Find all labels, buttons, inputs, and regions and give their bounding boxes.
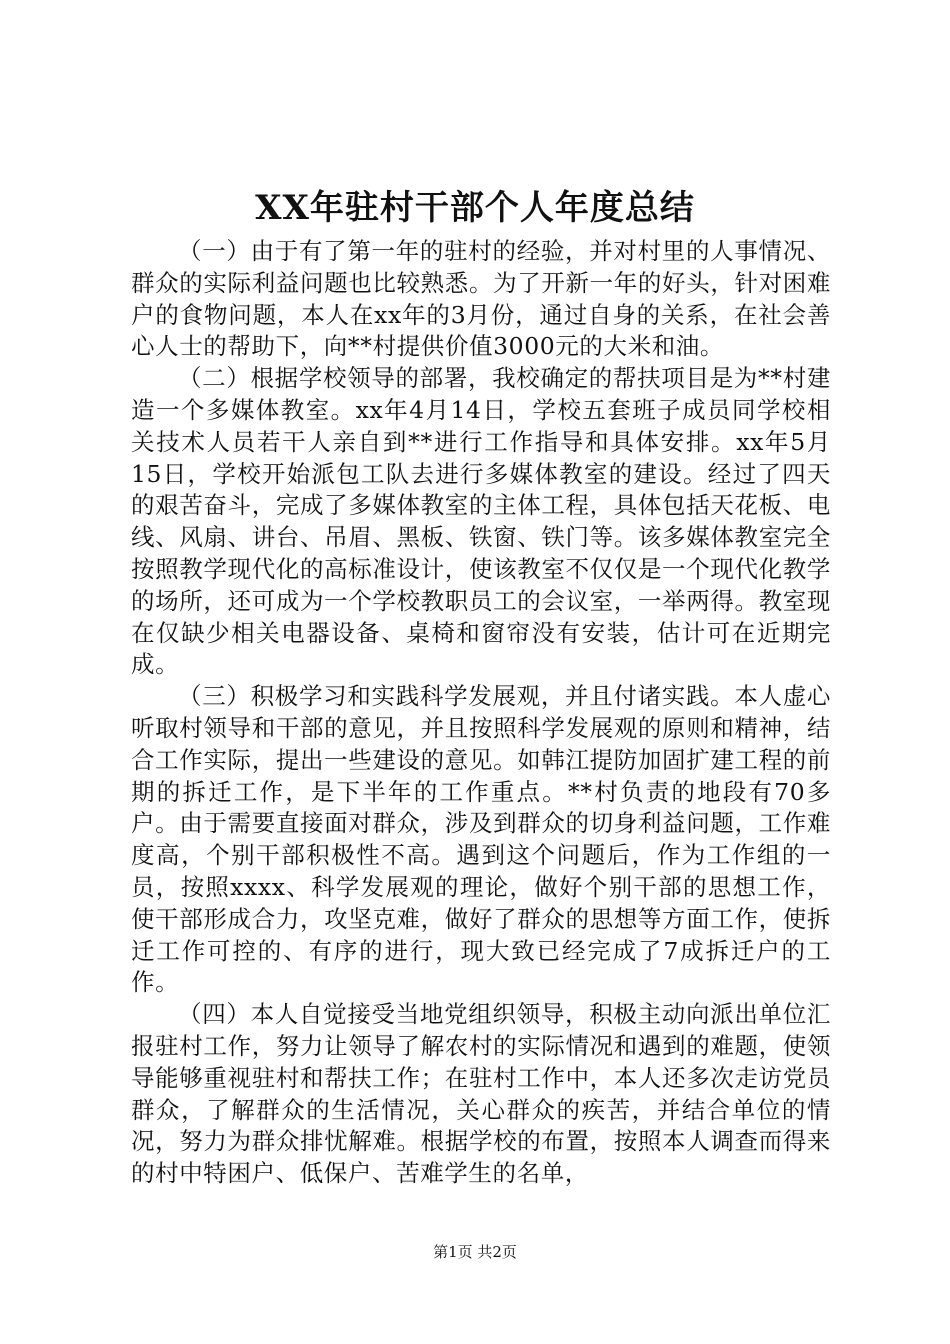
paragraph-1: （一）由于有了第一年的驻村的经验，并对村里的人事情况、群众的实际利益问题也比较熟悉。为了开新一年的好头，针对困难户的食物问题，本人在xx年的3月份，通过自身的关系，在社会善心人士的帮助下，向**村提供价值3000元的大米和油。 [131,237,831,361]
paragraph-3: （三）积极学习和实践科学发展观，并且付诸实践。本人虚心听取村领导和干部的意见，并且按照科学发展观的原则和精神，结合工作实际，提出一些建设的意见。如韩江提防加固扩建工程的前期的拆迁工作，是下半年的工作重点。**村负责的地段有70多户。由于需要直接面对群众，涉及到群众的切身利益问题，工作难度高，个别干部积极性不高。遇到这个问题后，作为工作组的一员，按照xxxx、科学发展观的理论，做好个别干部的思想工作，使干部形成合力，攻坚克难，做好了群众的思想等方面工作，使拆迁工作可控的、有序的进行，现大致已经完成了7成拆迁户的工作。 [131,682,831,997]
document-body [131,236,831,1190]
paragraph-2: （二）根据学校领导的部署，我校确定的帮扶项目是为**村建造一个多媒体教室。xx年4月14日，学校五套班子成员同学校相关技术人员若干人亲自到**进行工作指导和具体安排。xx年5月15日，学校开始派包工队去进行多媒体教室的建设。经过了四天的艰苦奋斗，完成了多媒体教室的主体工程，具体包括天花板、电线、风扇、讲台、吊眉、黑板、铁窗、铁门等。该多媒体教室完全按照教学现代化的高标准设计，使该教室不仅仅是一个现代化教学的场所，还可成为一个学校教职员工的会议室，一举两得。教室现在仅缺少相关电器设备、桌椅和窗帘没有安装，估计可在近期完成。 [131,364,831,679]
document-title: XX年驻村干部个人年度总结 [255,188,695,228]
page-footer: 第1页 共2页 [433,1243,517,1261]
paragraph-4: （四）本人自觉接受当地党组织领导，积极主动向派出单位汇报驻村工作，努力让领导了解农村的实际情况和遇到的难题，使领导能够重视驻村和帮扶工作；在驻村工作中，本人还多次走访党员群众，了解群众的生活情况，关心群众的疾苦，并结合单位的情况，努力为群众排忧解难。根据学校的布置，按照本人调查而得来的村中特困户、低保户、苦难学生的名单， [131,1000,831,1188]
